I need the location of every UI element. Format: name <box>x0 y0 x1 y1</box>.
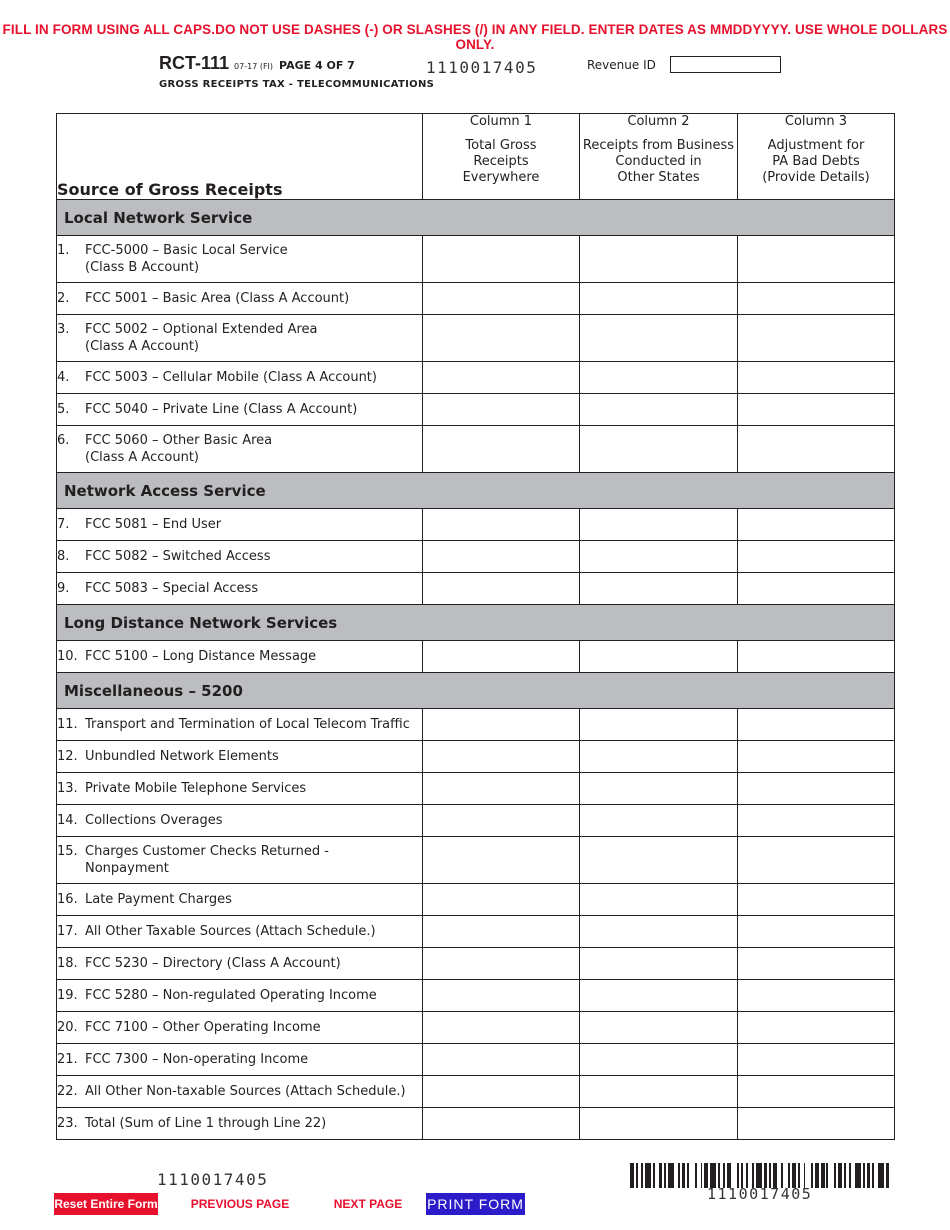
amount-column-3-input[interactable] <box>738 1012 895 1044</box>
amount-column-1-input[interactable] <box>423 362 580 394</box>
amount-column-3-input[interactable] <box>738 362 895 394</box>
amount-column-2-input[interactable] <box>580 805 738 837</box>
table-row <box>57 837 895 884</box>
line-description: FCC 5040 – Private Line (Class A Account) <box>85 402 358 417</box>
previous-page-button[interactable]: PREVIOUS PAGE <box>190 1197 290 1211</box>
line-label <box>57 362 423 394</box>
amount-column-1-input[interactable] <box>423 1044 580 1076</box>
column-description: Total Gross Receipts Everywhere <box>462 138 540 185</box>
line-number: 21. <box>57 1052 78 1067</box>
column-description: Receipts from Business Conducted in Other States <box>582 138 735 185</box>
line-description: All Other Taxable Sources (Attach Schedule.) <box>85 924 376 939</box>
line-description: Transport and Termination of Local Telecom Traffic <box>85 717 410 732</box>
line-number: 11. <box>57 717 78 732</box>
amount-column-3-input[interactable] <box>738 805 895 837</box>
table-row <box>57 884 895 916</box>
amount-column-1-input[interactable] <box>423 1108 580 1140</box>
barcode-bar <box>889 1163 891 1188</box>
line-description: FCC 5002 – Optional Extended Area (Class A Account) <box>85 322 318 354</box>
amount-column-1-input[interactable] <box>423 884 580 916</box>
table-row <box>57 1108 895 1140</box>
line-number: 20. <box>57 1020 78 1035</box>
amount-column-3-input[interactable] <box>738 426 895 473</box>
line-number: 16. <box>57 892 78 907</box>
amount-column-2-input[interactable] <box>580 773 738 805</box>
form-version: 07-17 (FI) <box>234 62 274 71</box>
amount-column-1-input[interactable] <box>423 426 580 473</box>
next-page-button[interactable]: NEXT PAGE <box>333 1197 403 1211</box>
amount-column-2-input[interactable] <box>580 426 738 473</box>
section-title: Local Network Service <box>57 200 895 236</box>
column-number: Column 3 <box>784 114 848 129</box>
amount-column-2-input[interactable] <box>580 741 738 773</box>
amount-column-1-input[interactable] <box>423 837 580 884</box>
amount-column-2-input[interactable] <box>580 980 738 1012</box>
amount-column-3-input[interactable] <box>738 709 895 741</box>
amount-column-2-input[interactable] <box>580 1012 738 1044</box>
line-number: 18. <box>57 956 78 971</box>
form-identifier <box>159 53 355 74</box>
column-number: Column 2 <box>627 114 690 129</box>
column-3-header <box>738 114 895 200</box>
table-row <box>57 541 895 573</box>
line-description: FCC 5003 – Cellular Mobile (Class A Account) <box>85 370 377 385</box>
line-description: FCC 5230 – Directory (Class A Account) <box>85 956 341 971</box>
gross-receipts-table <box>56 113 895 1140</box>
line-description: FCC 5060 – Other Basic Area (Class A Account) <box>85 433 273 465</box>
line-label <box>57 741 423 773</box>
amount-column-1-input[interactable] <box>423 236 580 283</box>
line-label <box>57 426 423 473</box>
column-number: Column 1 <box>469 114 533 129</box>
line-label <box>57 1044 423 1076</box>
amount-column-3-input[interactable] <box>738 641 895 673</box>
line-description: FCC 5100 – Long Distance Message <box>85 649 317 664</box>
table-row <box>57 980 895 1012</box>
line-label <box>57 884 423 916</box>
line-number: 23. <box>57 1116 78 1131</box>
form-subtitle: GROSS RECEIPTS TAX - TELECOMMUNICATIONS <box>159 79 435 90</box>
line-label <box>57 394 423 426</box>
amount-column-2-input[interactable] <box>580 1044 738 1076</box>
amount-column-1-input[interactable] <box>423 1012 580 1044</box>
amount-column-3-input[interactable] <box>738 315 895 362</box>
line-label <box>57 1076 423 1108</box>
amount-column-2-input[interactable] <box>580 283 738 315</box>
amount-column-2-input[interactable] <box>580 948 738 980</box>
amount-column-3-input[interactable] <box>738 837 895 884</box>
line-description: All Other Non-taxable Sources (Attach Schedule.) <box>85 1084 406 1099</box>
amount-column-1-input[interactable] <box>423 283 580 315</box>
table-row <box>57 641 895 673</box>
line-label <box>57 1012 423 1044</box>
table-row <box>57 805 895 837</box>
amount-column-1-input[interactable] <box>423 916 580 948</box>
line-number: 8. <box>57 549 70 564</box>
amount-column-3-input[interactable] <box>738 1076 895 1108</box>
line-label <box>57 773 423 805</box>
column-description: Adjustment for PA Bad Debts (Provide Details) <box>762 138 870 185</box>
line-label <box>57 805 423 837</box>
line-label <box>57 837 423 884</box>
line-number: 1. <box>57 243 70 258</box>
line-label <box>57 916 423 948</box>
line-label <box>57 948 423 980</box>
table-row <box>57 236 895 283</box>
amount-column-2-input[interactable] <box>580 641 738 673</box>
line-number: 3. <box>57 322 70 337</box>
amount-column-1-input[interactable] <box>423 315 580 362</box>
line-description: Total (Sum of Line 1 through Line 22) <box>85 1116 327 1131</box>
line-description: Late Payment Charges <box>85 892 232 907</box>
table-row <box>57 283 895 315</box>
amount-column-1-input[interactable] <box>423 394 580 426</box>
line-number: 15. <box>57 844 78 859</box>
line-number: 10. <box>57 649 78 664</box>
form-number: RCT-111 <box>159 53 230 73</box>
amount-column-3-input[interactable] <box>738 741 895 773</box>
table-row <box>57 315 895 362</box>
table-row <box>57 948 895 980</box>
amount-column-1-input[interactable] <box>423 948 580 980</box>
amount-column-2-input[interactable] <box>580 394 738 426</box>
amount-column-3-input[interactable] <box>738 541 895 573</box>
amount-column-2-input[interactable] <box>580 573 738 605</box>
line-number: 19. <box>57 988 78 1003</box>
table-row <box>57 709 895 741</box>
table-row <box>57 362 895 394</box>
reset-form-button[interactable]: Reset Entire Form <box>54 1193 158 1215</box>
amount-column-2-input[interactable] <box>580 1076 738 1108</box>
line-number: 9. <box>57 581 70 596</box>
amount-column-3-input[interactable] <box>738 1108 895 1140</box>
amount-column-3-input[interactable] <box>738 509 895 541</box>
amount-column-1-input[interactable] <box>423 573 580 605</box>
line-description: FCC 7100 – Other Operating Income <box>85 1020 321 1035</box>
line-number: 12. <box>57 749 78 764</box>
section-header-row <box>57 673 895 709</box>
amount-column-1-input[interactable] <box>423 1076 580 1108</box>
amount-column-1-input[interactable] <box>423 805 580 837</box>
line-label <box>57 1108 423 1140</box>
line-description: FCC 5083 – Special Access <box>85 581 259 596</box>
table-row <box>57 916 895 948</box>
line-description: FCC 5081 – End User <box>85 517 222 532</box>
amount-column-3-input[interactable] <box>738 948 895 980</box>
amount-column-2-input[interactable] <box>580 884 738 916</box>
line-number: 4. <box>57 370 70 385</box>
table-row <box>57 394 895 426</box>
column-1-header <box>423 114 580 200</box>
amount-column-1-input[interactable] <box>423 980 580 1012</box>
print-form-button[interactable]: PRINT FORM <box>426 1193 525 1215</box>
line-label <box>57 283 423 315</box>
section-title: Network Access Service <box>57 473 895 509</box>
amount-column-1-input[interactable] <box>423 709 580 741</box>
page-indicator: PAGE 4 OF 7 <box>279 59 355 72</box>
line-label <box>57 236 423 283</box>
line-description: FCC 5280 – Non-regulated Operating Income <box>85 988 377 1003</box>
amount-column-1-input[interactable] <box>423 773 580 805</box>
amount-column-3-input[interactable] <box>738 773 895 805</box>
line-label <box>57 315 423 362</box>
line-description: Charges Customer Checks Returned - Nonpayment <box>85 844 329 876</box>
line-label <box>57 541 423 573</box>
amount-column-1-input[interactable] <box>423 741 580 773</box>
table-row <box>57 1012 895 1044</box>
line-label <box>57 980 423 1012</box>
line-number: 13. <box>57 781 78 796</box>
amount-column-3-input[interactable] <box>738 1044 895 1076</box>
amount-column-3-input[interactable] <box>738 394 895 426</box>
line-number: 5. <box>57 402 70 417</box>
amount-column-2-input[interactable] <box>580 916 738 948</box>
section-header-row <box>57 473 895 509</box>
amount-column-2-input[interactable] <box>580 315 738 362</box>
amount-column-3-input[interactable] <box>738 236 895 283</box>
line-number: 6. <box>57 433 70 448</box>
line-number: 14. <box>57 813 78 828</box>
amount-column-1-input[interactable] <box>423 641 580 673</box>
barcode-text: 1110017405 <box>707 1185 813 1203</box>
ocr-code-bottom: 1110017405 <box>157 1170 269 1189</box>
amount-column-2-input[interactable] <box>580 509 738 541</box>
amount-column-2-input[interactable] <box>580 236 738 283</box>
revenue-id-input[interactable] <box>670 56 781 73</box>
line-label <box>57 509 423 541</box>
amount-column-2-input[interactable] <box>580 709 738 741</box>
table-row <box>57 1076 895 1108</box>
section-header-row <box>57 200 895 236</box>
table-row <box>57 426 895 473</box>
table-row <box>57 773 895 805</box>
table-row <box>57 1044 895 1076</box>
amount-column-2-input[interactable] <box>580 837 738 884</box>
line-label <box>57 709 423 741</box>
line-description: Collections Overages <box>85 813 223 828</box>
line-label <box>57 573 423 605</box>
line-number: 17. <box>57 924 78 939</box>
section-title: Miscellaneous – 5200 <box>57 673 895 709</box>
amount-column-3-input[interactable] <box>738 573 895 605</box>
section-header-row <box>57 605 895 641</box>
source-header: Source of Gross Receipts <box>57 114 423 200</box>
line-description: Private Mobile Telephone Services <box>85 781 307 796</box>
amount-column-2-input[interactable] <box>580 362 738 394</box>
amount-column-3-input[interactable] <box>738 283 895 315</box>
line-number: 22. <box>57 1084 78 1099</box>
line-description: FCC 7300 – Non-operating Income <box>85 1052 309 1067</box>
line-description: FCC-5000 – Basic Local Service (Class B Account) <box>85 243 288 275</box>
line-number: 2. <box>57 291 70 306</box>
amount-column-1-input[interactable] <box>423 509 580 541</box>
revenue-id-label: Revenue ID <box>587 58 656 72</box>
line-description: FCC 5001 – Basic Area (Class A Account) <box>85 291 350 306</box>
instructions-notice: FILL IN FORM USING ALL CAPS.DO NOT USE DASHES (-) OR SLASHES (/) IN ANY FIELD. ENTER DATES AS MMDDYYYY. USE WHOLE DOLLARS ONLY. <box>2 22 948 52</box>
ocr-code-top: 1110017405 <box>426 58 538 77</box>
line-number: 7. <box>57 517 70 532</box>
column-2-header <box>580 114 738 200</box>
amount-column-3-input[interactable] <box>738 980 895 1012</box>
amount-column-3-input[interactable] <box>738 884 895 916</box>
line-description: FCC 5082 – Switched Access <box>85 549 271 564</box>
line-description: Unbundled Network Elements <box>85 749 279 764</box>
line-label <box>57 641 423 673</box>
table-row <box>57 741 895 773</box>
table-row <box>57 509 895 541</box>
section-title: Long Distance Network Services <box>57 605 895 641</box>
amount-column-2-input[interactable] <box>580 1108 738 1140</box>
amount-column-1-input[interactable] <box>423 541 580 573</box>
table-row <box>57 573 895 605</box>
amount-column-2-input[interactable] <box>580 541 738 573</box>
amount-column-3-input[interactable] <box>738 916 895 948</box>
